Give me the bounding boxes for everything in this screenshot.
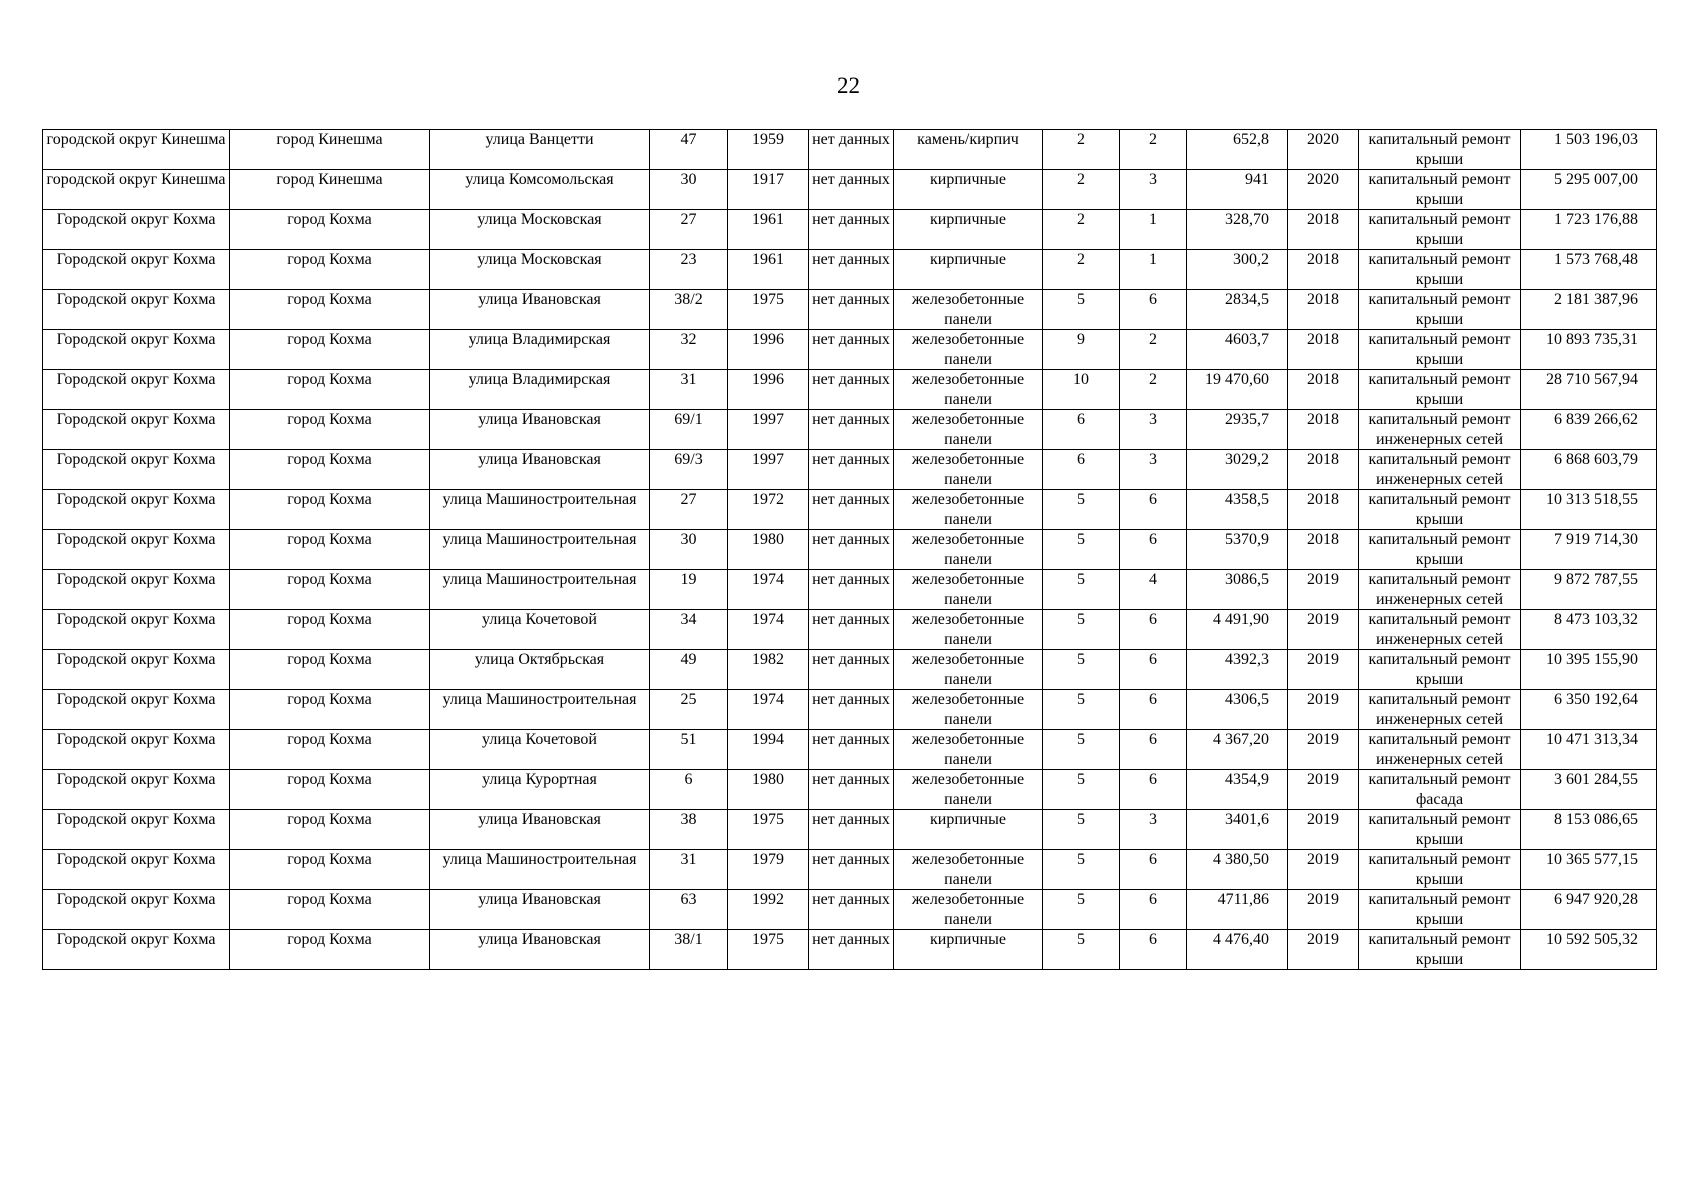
floors-cell: 5: [1043, 890, 1120, 930]
floors-cell: 6: [1043, 410, 1120, 450]
city-cell: город Кохма: [230, 210, 430, 250]
table-row: [43, 610, 1657, 650]
district-cell: Городской округ Кохма: [43, 610, 230, 650]
cost-cell: 6 868 603,79: [1521, 450, 1657, 490]
city-cell: город Кохма: [230, 650, 430, 690]
area-cell: 4 476,40: [1187, 930, 1288, 970]
street-cell: улица Московская: [430, 250, 650, 290]
status-cell: нет данных: [809, 250, 894, 290]
cost-cell: 1 723 176,88: [1521, 210, 1657, 250]
district-cell: городской округ Кинешма: [43, 170, 230, 210]
floors-cell: 5: [1043, 770, 1120, 810]
street-cell: улица Кочетовой: [430, 610, 650, 650]
status-cell: нет данных: [809, 410, 894, 450]
house-number-cell: 25: [650, 690, 728, 730]
area-cell: 2834,5: [1187, 290, 1288, 330]
work-type-cell: капитальный ремонт крыши: [1359, 530, 1521, 570]
work-year-cell: 2019: [1288, 690, 1359, 730]
status-cell: нет данных: [809, 690, 894, 730]
work-type-cell: капитальный ремонт крыши: [1359, 890, 1521, 930]
area-cell: 3029,2: [1187, 450, 1288, 490]
street-cell: улица Курортная: [430, 770, 650, 810]
entrances-cell: 4: [1120, 570, 1187, 610]
city-cell: город Кохма: [230, 930, 430, 970]
house-number-cell: 69/3: [650, 450, 728, 490]
year-built-cell: 1974: [728, 690, 809, 730]
year-built-cell: 1917: [728, 170, 809, 210]
house-number-cell: 27: [650, 490, 728, 530]
status-cell: нет данных: [809, 450, 894, 490]
year-built-cell: 1994: [728, 730, 809, 770]
house-number-cell: 6: [650, 770, 728, 810]
district-cell: Городской округ Кохма: [43, 330, 230, 370]
cost-cell: 10 313 518,55: [1521, 490, 1657, 530]
year-built-cell: 1975: [728, 930, 809, 970]
house-number-cell: 38/2: [650, 290, 728, 330]
work-type-cell: капитальный ремонт крыши: [1359, 130, 1521, 170]
status-cell: нет данных: [809, 210, 894, 250]
year-built-cell: 1997: [728, 450, 809, 490]
district-cell: Городской округ Кохма: [43, 650, 230, 690]
floors-cell: 5: [1043, 610, 1120, 650]
house-number-cell: 27: [650, 210, 728, 250]
status-cell: нет данных: [809, 770, 894, 810]
area-cell: 300,2: [1187, 250, 1288, 290]
cost-cell: 8 153 086,65: [1521, 810, 1657, 850]
entrances-cell: 6: [1120, 530, 1187, 570]
city-cell: город Кохма: [230, 770, 430, 810]
work-type-cell: капитальный ремонт инженерных сетей: [1359, 450, 1521, 490]
wall-material-cell: железобетонные панели: [894, 450, 1043, 490]
street-cell: улица Машиностроительная: [430, 570, 650, 610]
area-cell: 5370,9: [1187, 530, 1288, 570]
street-cell: улица Владимирская: [430, 370, 650, 410]
work-type-cell: капитальный ремонт крыши: [1359, 290, 1521, 330]
entrances-cell: 3: [1120, 170, 1187, 210]
street-cell: улица Октябрьская: [430, 650, 650, 690]
work-year-cell: 2018: [1288, 290, 1359, 330]
table-row: [43, 130, 1657, 170]
table-row: [43, 210, 1657, 250]
city-cell: город Кохма: [230, 330, 430, 370]
district-cell: Городской округ Кохма: [43, 450, 230, 490]
work-type-cell: капитальный ремонт инженерных сетей: [1359, 610, 1521, 650]
district-cell: Городской округ Кохма: [43, 250, 230, 290]
city-cell: город Кохма: [230, 290, 430, 330]
entrances-cell: 2: [1120, 330, 1187, 370]
house-number-cell: 31: [650, 850, 728, 890]
table-row: [43, 650, 1657, 690]
floors-cell: 2: [1043, 250, 1120, 290]
city-cell: город Кохма: [230, 690, 430, 730]
year-built-cell: 1996: [728, 370, 809, 410]
wall-material-cell: кирпичные: [894, 250, 1043, 290]
street-cell: улица Ивановская: [430, 930, 650, 970]
wall-material-cell: кирпичные: [894, 170, 1043, 210]
work-year-cell: 2018: [1288, 490, 1359, 530]
status-cell: нет данных: [809, 370, 894, 410]
area-cell: 652,8: [1187, 130, 1288, 170]
work-year-cell: 2019: [1288, 890, 1359, 930]
house-number-cell: 30: [650, 530, 728, 570]
cost-cell: 1 503 196,03: [1521, 130, 1657, 170]
work-type-cell: капитальный ремонт крыши: [1359, 330, 1521, 370]
street-cell: улица Ванцетти: [430, 130, 650, 170]
street-cell: улица Машиностроительная: [430, 490, 650, 530]
page-number: 22: [837, 73, 860, 98]
district-cell: Городской округ Кохма: [43, 490, 230, 530]
entrances-cell: 6: [1120, 650, 1187, 690]
house-number-cell: 49: [650, 650, 728, 690]
status-cell: нет данных: [809, 650, 894, 690]
area-cell: 328,70: [1187, 210, 1288, 250]
wall-material-cell: кирпичные: [894, 210, 1043, 250]
house-number-cell: 51: [650, 730, 728, 770]
entrances-cell: 3: [1120, 810, 1187, 850]
year-built-cell: 1972: [728, 490, 809, 530]
cost-cell: 5 295 007,00: [1521, 170, 1657, 210]
district-cell: Городской округ Кохма: [43, 850, 230, 890]
area-cell: 4 367,20: [1187, 730, 1288, 770]
house-number-cell: 23: [650, 250, 728, 290]
entrances-cell: 6: [1120, 730, 1187, 770]
year-built-cell: 1980: [728, 770, 809, 810]
work-type-cell: капитальный ремонт крыши: [1359, 810, 1521, 850]
city-cell: город Кинешма: [230, 130, 430, 170]
year-built-cell: 1992: [728, 890, 809, 930]
building-register-table: [42, 129, 1657, 970]
wall-material-cell: железобетонные панели: [894, 770, 1043, 810]
district-cell: Городской округ Кохма: [43, 570, 230, 610]
city-cell: город Кохма: [230, 490, 430, 530]
city-cell: город Кохма: [230, 370, 430, 410]
status-cell: нет данных: [809, 490, 894, 530]
table-row: [43, 410, 1657, 450]
floors-cell: 5: [1043, 810, 1120, 850]
house-number-cell: 69/1: [650, 410, 728, 450]
table-row: [43, 890, 1657, 930]
district-cell: Городской округ Кохма: [43, 530, 230, 570]
work-type-cell: капитальный ремонт инженерных сетей: [1359, 570, 1521, 610]
cost-cell: 6 839 266,62: [1521, 410, 1657, 450]
year-built-cell: 1982: [728, 650, 809, 690]
wall-material-cell: железобетонные панели: [894, 410, 1043, 450]
house-number-cell: 63: [650, 890, 728, 930]
city-cell: город Кохма: [230, 530, 430, 570]
floors-cell: 5: [1043, 490, 1120, 530]
entrances-cell: 6: [1120, 690, 1187, 730]
entrances-cell: 2: [1120, 370, 1187, 410]
work-type-cell: капитальный ремонт крыши: [1359, 930, 1521, 970]
entrances-cell: 6: [1120, 770, 1187, 810]
district-cell: Городской округ Кохма: [43, 370, 230, 410]
work-type-cell: капитальный ремонт крыши: [1359, 370, 1521, 410]
floors-cell: 2: [1043, 210, 1120, 250]
street-cell: улица Ивановская: [430, 810, 650, 850]
area-cell: 19 470,60: [1187, 370, 1288, 410]
city-cell: город Кохма: [230, 890, 430, 930]
floors-cell: 9: [1043, 330, 1120, 370]
district-cell: Городской округ Кохма: [43, 770, 230, 810]
work-type-cell: капитальный ремонт крыши: [1359, 210, 1521, 250]
wall-material-cell: железобетонные панели: [894, 290, 1043, 330]
area-cell: 4711,86: [1187, 890, 1288, 930]
area-cell: 3401,6: [1187, 810, 1288, 850]
table-row: [43, 330, 1657, 370]
floors-cell: 5: [1043, 730, 1120, 770]
cost-cell: 2 181 387,96: [1521, 290, 1657, 330]
work-type-cell: капитальный ремонт крыши: [1359, 170, 1521, 210]
entrances-cell: 3: [1120, 410, 1187, 450]
entrances-cell: 1: [1120, 250, 1187, 290]
street-cell: улица Ивановская: [430, 890, 650, 930]
work-year-cell: 2019: [1288, 650, 1359, 690]
work-year-cell: 2019: [1288, 730, 1359, 770]
status-cell: нет данных: [809, 130, 894, 170]
work-year-cell: 2020: [1288, 130, 1359, 170]
cost-cell: 10 592 505,32: [1521, 930, 1657, 970]
floors-cell: 5: [1043, 690, 1120, 730]
work-year-cell: 2018: [1288, 410, 1359, 450]
street-cell: улица Машиностроительная: [430, 530, 650, 570]
year-built-cell: 1974: [728, 610, 809, 650]
wall-material-cell: железобетонные панели: [894, 690, 1043, 730]
status-cell: нет данных: [809, 930, 894, 970]
work-year-cell: 2019: [1288, 570, 1359, 610]
floors-cell: 5: [1043, 850, 1120, 890]
status-cell: нет данных: [809, 530, 894, 570]
table-row: [43, 170, 1657, 210]
floors-cell: 10: [1043, 370, 1120, 410]
wall-material-cell: железобетонные панели: [894, 530, 1043, 570]
work-type-cell: капитальный ремонт инженерных сетей: [1359, 730, 1521, 770]
work-year-cell: 2018: [1288, 330, 1359, 370]
table-row: [43, 530, 1657, 570]
work-type-cell: капитальный ремонт инженерных сетей: [1359, 410, 1521, 450]
district-cell: Городской округ Кохма: [43, 890, 230, 930]
area-cell: 4 491,90: [1187, 610, 1288, 650]
table-row: [43, 810, 1657, 850]
floors-cell: 2: [1043, 170, 1120, 210]
year-built-cell: 1974: [728, 570, 809, 610]
city-cell: город Кохма: [230, 450, 430, 490]
area-cell: 4603,7: [1187, 330, 1288, 370]
status-cell: нет данных: [809, 290, 894, 330]
floors-cell: 5: [1043, 930, 1120, 970]
area-cell: 941: [1187, 170, 1288, 210]
cost-cell: 10 395 155,90: [1521, 650, 1657, 690]
year-built-cell: 1979: [728, 850, 809, 890]
street-cell: улица Ивановская: [430, 450, 650, 490]
wall-material-cell: железобетонные панели: [894, 610, 1043, 650]
floors-cell: 2: [1043, 130, 1120, 170]
area-cell: 4354,9: [1187, 770, 1288, 810]
work-year-cell: 2018: [1288, 250, 1359, 290]
area-cell: 4392,3: [1187, 650, 1288, 690]
wall-material-cell: кирпичные: [894, 930, 1043, 970]
wall-material-cell: железобетонные панели: [894, 730, 1043, 770]
city-cell: город Кохма: [230, 810, 430, 850]
floors-cell: 5: [1043, 290, 1120, 330]
work-year-cell: 2018: [1288, 450, 1359, 490]
work-year-cell: 2019: [1288, 810, 1359, 850]
cost-cell: 1 573 768,48: [1521, 250, 1657, 290]
cost-cell: 7 919 714,30: [1521, 530, 1657, 570]
floors-cell: 5: [1043, 530, 1120, 570]
status-cell: нет данных: [809, 810, 894, 850]
city-cell: город Кохма: [230, 570, 430, 610]
district-cell: Городской округ Кохма: [43, 290, 230, 330]
year-built-cell: 1961: [728, 250, 809, 290]
status-cell: нет данных: [809, 570, 894, 610]
year-built-cell: 1959: [728, 130, 809, 170]
work-type-cell: капитальный ремонт инженерных сетей: [1359, 690, 1521, 730]
cost-cell: 10 893 735,31: [1521, 330, 1657, 370]
cost-cell: 8 473 103,32: [1521, 610, 1657, 650]
status-cell: нет данных: [809, 850, 894, 890]
cost-cell: 28 710 567,94: [1521, 370, 1657, 410]
table-row: [43, 850, 1657, 890]
entrances-cell: 6: [1120, 610, 1187, 650]
cost-cell: 9 872 787,55: [1521, 570, 1657, 610]
street-cell: улица Ивановская: [430, 410, 650, 450]
city-cell: город Кохма: [230, 410, 430, 450]
year-built-cell: 1975: [728, 290, 809, 330]
house-number-cell: 38: [650, 810, 728, 850]
street-cell: улица Московская: [430, 210, 650, 250]
area-cell: 4 380,50: [1187, 850, 1288, 890]
city-cell: город Кохма: [230, 250, 430, 290]
area-cell: 3086,5: [1187, 570, 1288, 610]
house-number-cell: 34: [650, 610, 728, 650]
work-year-cell: 2018: [1288, 530, 1359, 570]
table-row: [43, 250, 1657, 290]
year-built-cell: 1975: [728, 810, 809, 850]
table-row: [43, 930, 1657, 970]
street-cell: улица Кочетовой: [430, 730, 650, 770]
area-cell: 2935,7: [1187, 410, 1288, 450]
house-number-cell: 38/1: [650, 930, 728, 970]
year-built-cell: 1980: [728, 530, 809, 570]
cost-cell: 10 365 577,15: [1521, 850, 1657, 890]
area-cell: 4306,5: [1187, 690, 1288, 730]
district-cell: Городской округ Кохма: [43, 410, 230, 450]
year-built-cell: 1961: [728, 210, 809, 250]
district-cell: Городской округ Кохма: [43, 730, 230, 770]
entrances-cell: 6: [1120, 930, 1187, 970]
entrances-cell: 6: [1120, 890, 1187, 930]
table-row: [43, 290, 1657, 330]
area-cell: 4358,5: [1187, 490, 1288, 530]
wall-material-cell: камень/кирпич: [894, 130, 1043, 170]
cost-cell: 10 471 313,34: [1521, 730, 1657, 770]
cost-cell: 6 350 192,64: [1521, 690, 1657, 730]
work-year-cell: 2018: [1288, 210, 1359, 250]
district-cell: Городской округ Кохма: [43, 690, 230, 730]
wall-material-cell: железобетонные панели: [894, 850, 1043, 890]
house-number-cell: 30: [650, 170, 728, 210]
work-year-cell: 2019: [1288, 770, 1359, 810]
work-year-cell: 2019: [1288, 610, 1359, 650]
city-cell: город Кохма: [230, 610, 430, 650]
city-cell: город Кохма: [230, 730, 430, 770]
house-number-cell: 32: [650, 330, 728, 370]
wall-material-cell: железобетонные панели: [894, 370, 1043, 410]
year-built-cell: 1997: [728, 410, 809, 450]
entrances-cell: 6: [1120, 290, 1187, 330]
house-number-cell: 19: [650, 570, 728, 610]
table-row: [43, 690, 1657, 730]
table-row: [43, 730, 1657, 770]
wall-material-cell: кирпичные: [894, 810, 1043, 850]
table-row: [43, 370, 1657, 410]
work-type-cell: капитальный ремонт крыши: [1359, 850, 1521, 890]
street-cell: улица Комсомольская: [430, 170, 650, 210]
street-cell: улица Владимирская: [430, 330, 650, 370]
floors-cell: 6: [1043, 450, 1120, 490]
city-cell: город Кохма: [230, 850, 430, 890]
year-built-cell: 1996: [728, 330, 809, 370]
work-year-cell: 2019: [1288, 850, 1359, 890]
table-body: [43, 130, 1657, 970]
entrances-cell: 6: [1120, 490, 1187, 530]
work-year-cell: 2018: [1288, 370, 1359, 410]
entrances-cell: 3: [1120, 450, 1187, 490]
floors-cell: 5: [1043, 650, 1120, 690]
wall-material-cell: железобетонные панели: [894, 650, 1043, 690]
house-number-cell: 47: [650, 130, 728, 170]
status-cell: нет данных: [809, 610, 894, 650]
entrances-cell: 1: [1120, 210, 1187, 250]
street-cell: улица Ивановская: [430, 290, 650, 330]
district-cell: Городской округ Кохма: [43, 930, 230, 970]
status-cell: нет данных: [809, 890, 894, 930]
status-cell: нет данных: [809, 170, 894, 210]
work-year-cell: 2020: [1288, 170, 1359, 210]
district-cell: городской округ Кинешма: [43, 130, 230, 170]
entrances-cell: 6: [1120, 850, 1187, 890]
floors-cell: 5: [1043, 570, 1120, 610]
wall-material-cell: железобетонные панели: [894, 570, 1043, 610]
wall-material-cell: железобетонные панели: [894, 490, 1043, 530]
work-type-cell: капитальный ремонт крыши: [1359, 250, 1521, 290]
table-row: [43, 490, 1657, 530]
table-row: [43, 570, 1657, 610]
cost-cell: 6 947 920,28: [1521, 890, 1657, 930]
district-cell: Городской округ Кохма: [43, 210, 230, 250]
street-cell: улица Машиностроительная: [430, 850, 650, 890]
status-cell: нет данных: [809, 730, 894, 770]
table-row: [43, 450, 1657, 490]
city-cell: город Кинешма: [230, 170, 430, 210]
work-year-cell: 2019: [1288, 930, 1359, 970]
work-type-cell: капитальный ремонт крыши: [1359, 490, 1521, 530]
entrances-cell: 2: [1120, 130, 1187, 170]
work-type-cell: капитальный ремонт фасада: [1359, 770, 1521, 810]
table-row: [43, 770, 1657, 810]
street-cell: улица Машиностроительная: [430, 690, 650, 730]
wall-material-cell: железобетонные панели: [894, 890, 1043, 930]
district-cell: Городской округ Кохма: [43, 810, 230, 850]
wall-material-cell: железобетонные панели: [894, 330, 1043, 370]
work-type-cell: капитальный ремонт крыши: [1359, 650, 1521, 690]
cost-cell: 3 601 284,55: [1521, 770, 1657, 810]
status-cell: нет данных: [809, 330, 894, 370]
house-number-cell: 31: [650, 370, 728, 410]
